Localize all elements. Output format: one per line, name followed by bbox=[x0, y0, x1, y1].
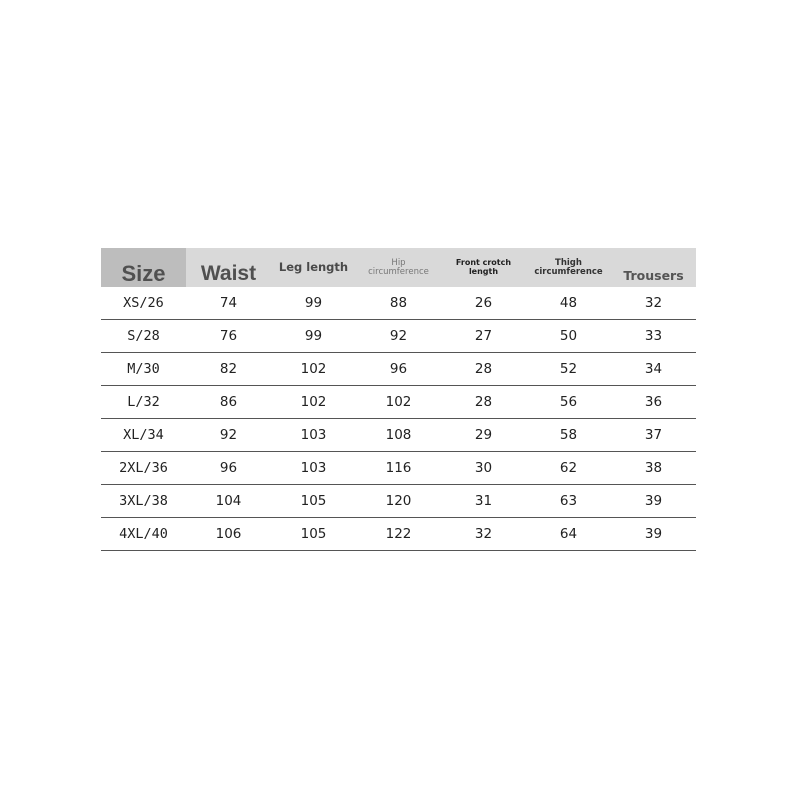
waist-cell: 92 bbox=[186, 419, 271, 452]
table-row bbox=[101, 386, 696, 419]
size-cell: L/32 bbox=[101, 386, 186, 419]
header-hip-circumference bbox=[356, 248, 441, 287]
thigh-cell: 64 bbox=[526, 518, 611, 551]
front-crotch-cell: 26 bbox=[441, 287, 526, 320]
header-thigh-line-1: Thigh bbox=[555, 257, 582, 268]
header-leg-length: Leg length bbox=[271, 248, 356, 287]
header-thigh-line-2: circumference bbox=[534, 266, 603, 277]
header-hip-line-2: circumference bbox=[368, 266, 429, 277]
leg-length-cell: 103 bbox=[271, 419, 356, 452]
trousers-cell: 33 bbox=[611, 320, 696, 353]
waist-cell: 86 bbox=[186, 386, 271, 419]
hip-cell: 88 bbox=[356, 287, 441, 320]
hip-cell: 120 bbox=[356, 485, 441, 518]
table-row bbox=[101, 353, 696, 386]
leg-length-cell: 103 bbox=[271, 452, 356, 485]
header-crotch-line-2: length bbox=[468, 266, 499, 276]
header-row bbox=[101, 248, 696, 287]
trousers-cell: 36 bbox=[611, 386, 696, 419]
waist-cell: 76 bbox=[186, 320, 271, 353]
leg-length-cell: 99 bbox=[271, 320, 356, 353]
header-thigh-circumference bbox=[526, 248, 611, 287]
front-crotch-cell: 32 bbox=[441, 518, 526, 551]
hip-cell: 116 bbox=[356, 452, 441, 485]
waist-cell: 96 bbox=[186, 452, 271, 485]
front-crotch-cell: 28 bbox=[441, 353, 526, 386]
table-row bbox=[101, 452, 696, 485]
table-row bbox=[101, 518, 696, 551]
header-crotch-line-1: Front crotch bbox=[455, 258, 512, 268]
table-row bbox=[101, 320, 696, 353]
trousers-cell: 37 bbox=[611, 419, 696, 452]
header-trousers: Trousers bbox=[611, 248, 696, 287]
waist-cell: 82 bbox=[186, 353, 271, 386]
table-row bbox=[101, 287, 696, 320]
thigh-cell: 63 bbox=[526, 485, 611, 518]
header-hip-line-1: Hip bbox=[391, 257, 406, 268]
header-front-crotch-length bbox=[441, 248, 526, 287]
trousers-cell: 32 bbox=[611, 287, 696, 320]
waist-cell: 74 bbox=[186, 287, 271, 320]
size-cell: XS/26 bbox=[101, 287, 186, 320]
thigh-cell: 52 bbox=[526, 353, 611, 386]
hip-cell: 96 bbox=[356, 353, 441, 386]
trousers-cell: 39 bbox=[611, 518, 696, 551]
leg-length-cell: 99 bbox=[271, 287, 356, 320]
size-cell: S/28 bbox=[101, 320, 186, 353]
header-waist: Waist bbox=[186, 248, 271, 287]
thigh-cell: 56 bbox=[526, 386, 611, 419]
size-cell: M/30 bbox=[101, 353, 186, 386]
waist-cell: 106 bbox=[186, 518, 271, 551]
trousers-cell: 38 bbox=[611, 452, 696, 485]
size-cell: 3XL/38 bbox=[101, 485, 186, 518]
front-crotch-cell: 31 bbox=[441, 485, 526, 518]
waist-cell: 104 bbox=[186, 485, 271, 518]
leg-length-cell: 102 bbox=[271, 353, 356, 386]
front-crotch-cell: 27 bbox=[441, 320, 526, 353]
size-cell: 4XL/40 bbox=[101, 518, 186, 551]
size-cell: 2XL/36 bbox=[101, 452, 186, 485]
hip-cell: 92 bbox=[356, 320, 441, 353]
header-size: Size bbox=[101, 248, 186, 287]
size-cell: XL/34 bbox=[101, 419, 186, 452]
hip-cell: 102 bbox=[356, 386, 441, 419]
hip-cell: 108 bbox=[356, 419, 441, 452]
front-crotch-cell: 30 bbox=[441, 452, 526, 485]
table-row bbox=[101, 485, 696, 518]
leg-length-cell: 102 bbox=[271, 386, 356, 419]
front-crotch-cell: 29 bbox=[441, 419, 526, 452]
leg-length-cell: 105 bbox=[271, 518, 356, 551]
size-chart-table bbox=[101, 248, 696, 551]
hip-cell: 122 bbox=[356, 518, 441, 551]
trousers-cell: 34 bbox=[611, 353, 696, 386]
table-row bbox=[101, 419, 696, 452]
trousers-cell: 39 bbox=[611, 485, 696, 518]
thigh-cell: 58 bbox=[526, 419, 611, 452]
thigh-cell: 48 bbox=[526, 287, 611, 320]
leg-length-cell: 105 bbox=[271, 485, 356, 518]
thigh-cell: 50 bbox=[526, 320, 611, 353]
front-crotch-cell: 28 bbox=[441, 386, 526, 419]
thigh-cell: 62 bbox=[526, 452, 611, 485]
